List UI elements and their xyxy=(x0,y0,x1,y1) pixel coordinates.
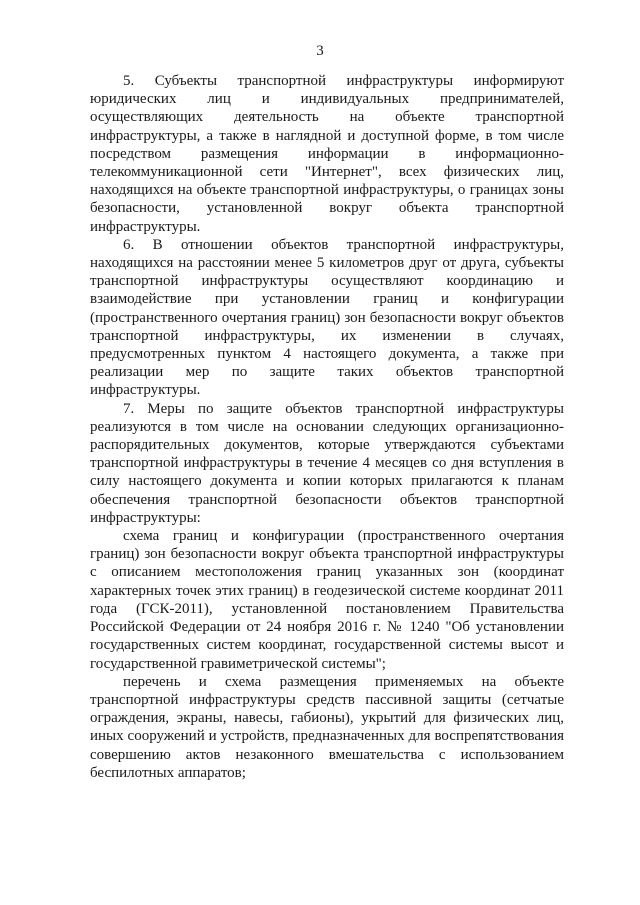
paragraph-item-7: 7. Меры по защите объектов транспортной инфраструктуры реализуются в том числе на основании следующих организационно-распорядительных документов, которые утверждаются субъектами транспортной инфраструктуры в течение 4 месяцев со дня вступления в силу настоящего документа и копии которых прилагаются к планам обеспечения транспортной безопасности объектов транспортной инфраструктуры: xyxy=(90,400,564,526)
paragraph-item-5: 5. Субъекты транспортной инфраструктуры информируют юридических лиц и индивидуальных предпринимателей, осуществляющих деятельность на объекте транспортной инфраструктуры, а также в наглядной и доступной форме, в том числе посредством размещения информации в информационно-телекоммуникационной сети "Интернет", всех физических лиц, находящихся на объекте транспортной инфраструктуры, о границах зоны безопасности, установленной вокруг объекта транспортной инфраструктуры. xyxy=(90,73,564,235)
paragraph-boundary-scheme: схема границ и конфигурации (пространственного очертания границ) зон безопасности вокруг объекта транспортной инфраструктуры с описанием местоположения границ указанных зон (координат характерных точек этих границ) в геодезической системе координат 2011 года (ГСК-2011), установленной постановлением Правительства Российской Федерации от 24 ноября 2016 г. № 1240 "Об установлении государственных систем координат, государственной системы высот и государственной гравиметрической системы"; xyxy=(90,528,564,672)
page-number: 3 xyxy=(316,43,324,59)
paragraph-item-6: 6. В отношении объектов транспортной инфраструктуры, находящихся на расстоянии менее 5 километров друг от друга, субъекты транспортной инфраструктуры осуществляют координацию и взаимодействие при установлении границ и конфигурации (пространственного очертания границ) зон безопасности вокруг объектов транспортной инфраструктуры, их изменении в случаях, предусмотренных пунктом 4 настоящего документа, а также при реализации мер по защите таких объектов транспортной инфраструктуры. xyxy=(90,236,564,399)
paragraph-passive-protection-list: перечень и схема размещения применяемых на объекте транспортной инфраструктуры средств пассивной защиты (сетчатые ограждения, экраны, навесы, габионы), укрытий для физических лиц, иных сооружений и устройств, предназначенных для воспрепятствования совершению актов незаконного вмешательства с использованием беспилотных аппаратов; xyxy=(90,673,564,781)
document-body xyxy=(90,72,564,782)
